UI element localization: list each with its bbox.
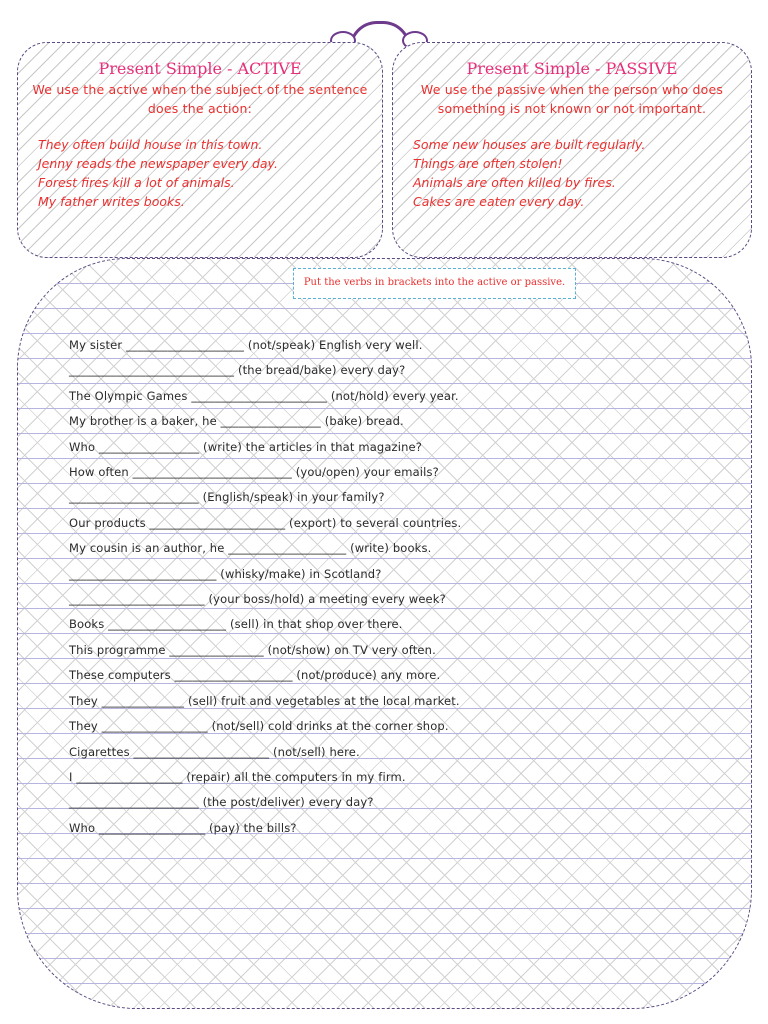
passive-voice-box bbox=[392, 42, 752, 258]
exercise-sentence: _______________________ (your boss/hold) a meeting every week? bbox=[69, 592, 446, 607]
exercise-sentence: This programme ________________ (not/show) on TV very often. bbox=[69, 642, 436, 657]
passive-example: Some new houses are built regularly. bbox=[413, 137, 646, 152]
active-example: They often build house in this town. bbox=[38, 137, 263, 152]
exercise-sentence: Who _________________ (write) the articles in that magazine? bbox=[69, 439, 422, 454]
passive-example: Things are often stolen! bbox=[413, 156, 563, 171]
exercise-sentence: Our products _______________________ (export) to several countries. bbox=[69, 515, 462, 530]
exercise-sentences bbox=[69, 335, 461, 843]
exercise-sentence: Books ____________________ (sell) in that shop over there. bbox=[69, 617, 403, 632]
exercise-sentence: Cigarettes _______________________ (not/sell) here. bbox=[69, 744, 360, 759]
exercise-sentence: How often ___________________________ (you/open) your emails? bbox=[69, 465, 439, 480]
exercise-sentence: _________________________ (whisky/make) in Scotland? bbox=[69, 566, 382, 581]
passive-example: Animals are often killed by fires. bbox=[413, 175, 616, 190]
exercise-sentence: ______________________ (English/speak) in your family? bbox=[69, 490, 385, 505]
active-description: We use the active when the subject of the sentence does the action: bbox=[32, 82, 368, 116]
exercise-sentence: Who __________________ (pay) the bills? bbox=[69, 820, 297, 835]
active-voice-box bbox=[17, 42, 383, 258]
exercise-sentence: They ______________ (sell) fruit and vegetables at the local market. bbox=[69, 693, 460, 708]
instruction-box: Put the verbs in brackets into the active or passive. bbox=[293, 268, 576, 299]
passive-title: Present Simple - PASSIVE bbox=[466, 59, 678, 78]
active-example: Forest fires kill a lot of animals. bbox=[38, 175, 235, 190]
exercise-sentence: My cousin is an author, he ____________________ (write) books. bbox=[69, 541, 432, 556]
exercise-sentence: ____________________________ (the bread/bake) every day? bbox=[69, 363, 406, 378]
exercise-sentence: My brother is a baker, he _________________ (bake) bread. bbox=[69, 414, 404, 429]
exercise-sentence: My sister ____________________ (not/speak) English very well. bbox=[69, 338, 423, 352]
passive-examples bbox=[413, 135, 751, 211]
exercise-sentence: ______________________ (the post/deliver) every day? bbox=[69, 795, 374, 810]
active-example: Jenny reads the newspaper every day. bbox=[38, 156, 278, 171]
active-examples bbox=[38, 135, 382, 211]
exercise-sentence: The Olympic Games _______________________ (not/hold) every year. bbox=[69, 388, 459, 403]
exercise-sentence: They __________________ (not/sell) cold drinks at the corner shop. bbox=[69, 719, 449, 734]
exercise-sentence: I __________________ (repair) all the computers in my firm. bbox=[69, 769, 406, 784]
passive-example: Cakes are eaten every day. bbox=[413, 194, 585, 209]
active-example: My father writes books. bbox=[38, 194, 185, 209]
exercise-sentence: These computers ____________________ (not/produce) any more. bbox=[69, 668, 441, 683]
passive-description: We use the passive when the person who does something is not known or not important. bbox=[420, 82, 724, 116]
active-title: Present Simple - ACTIVE bbox=[98, 59, 302, 78]
